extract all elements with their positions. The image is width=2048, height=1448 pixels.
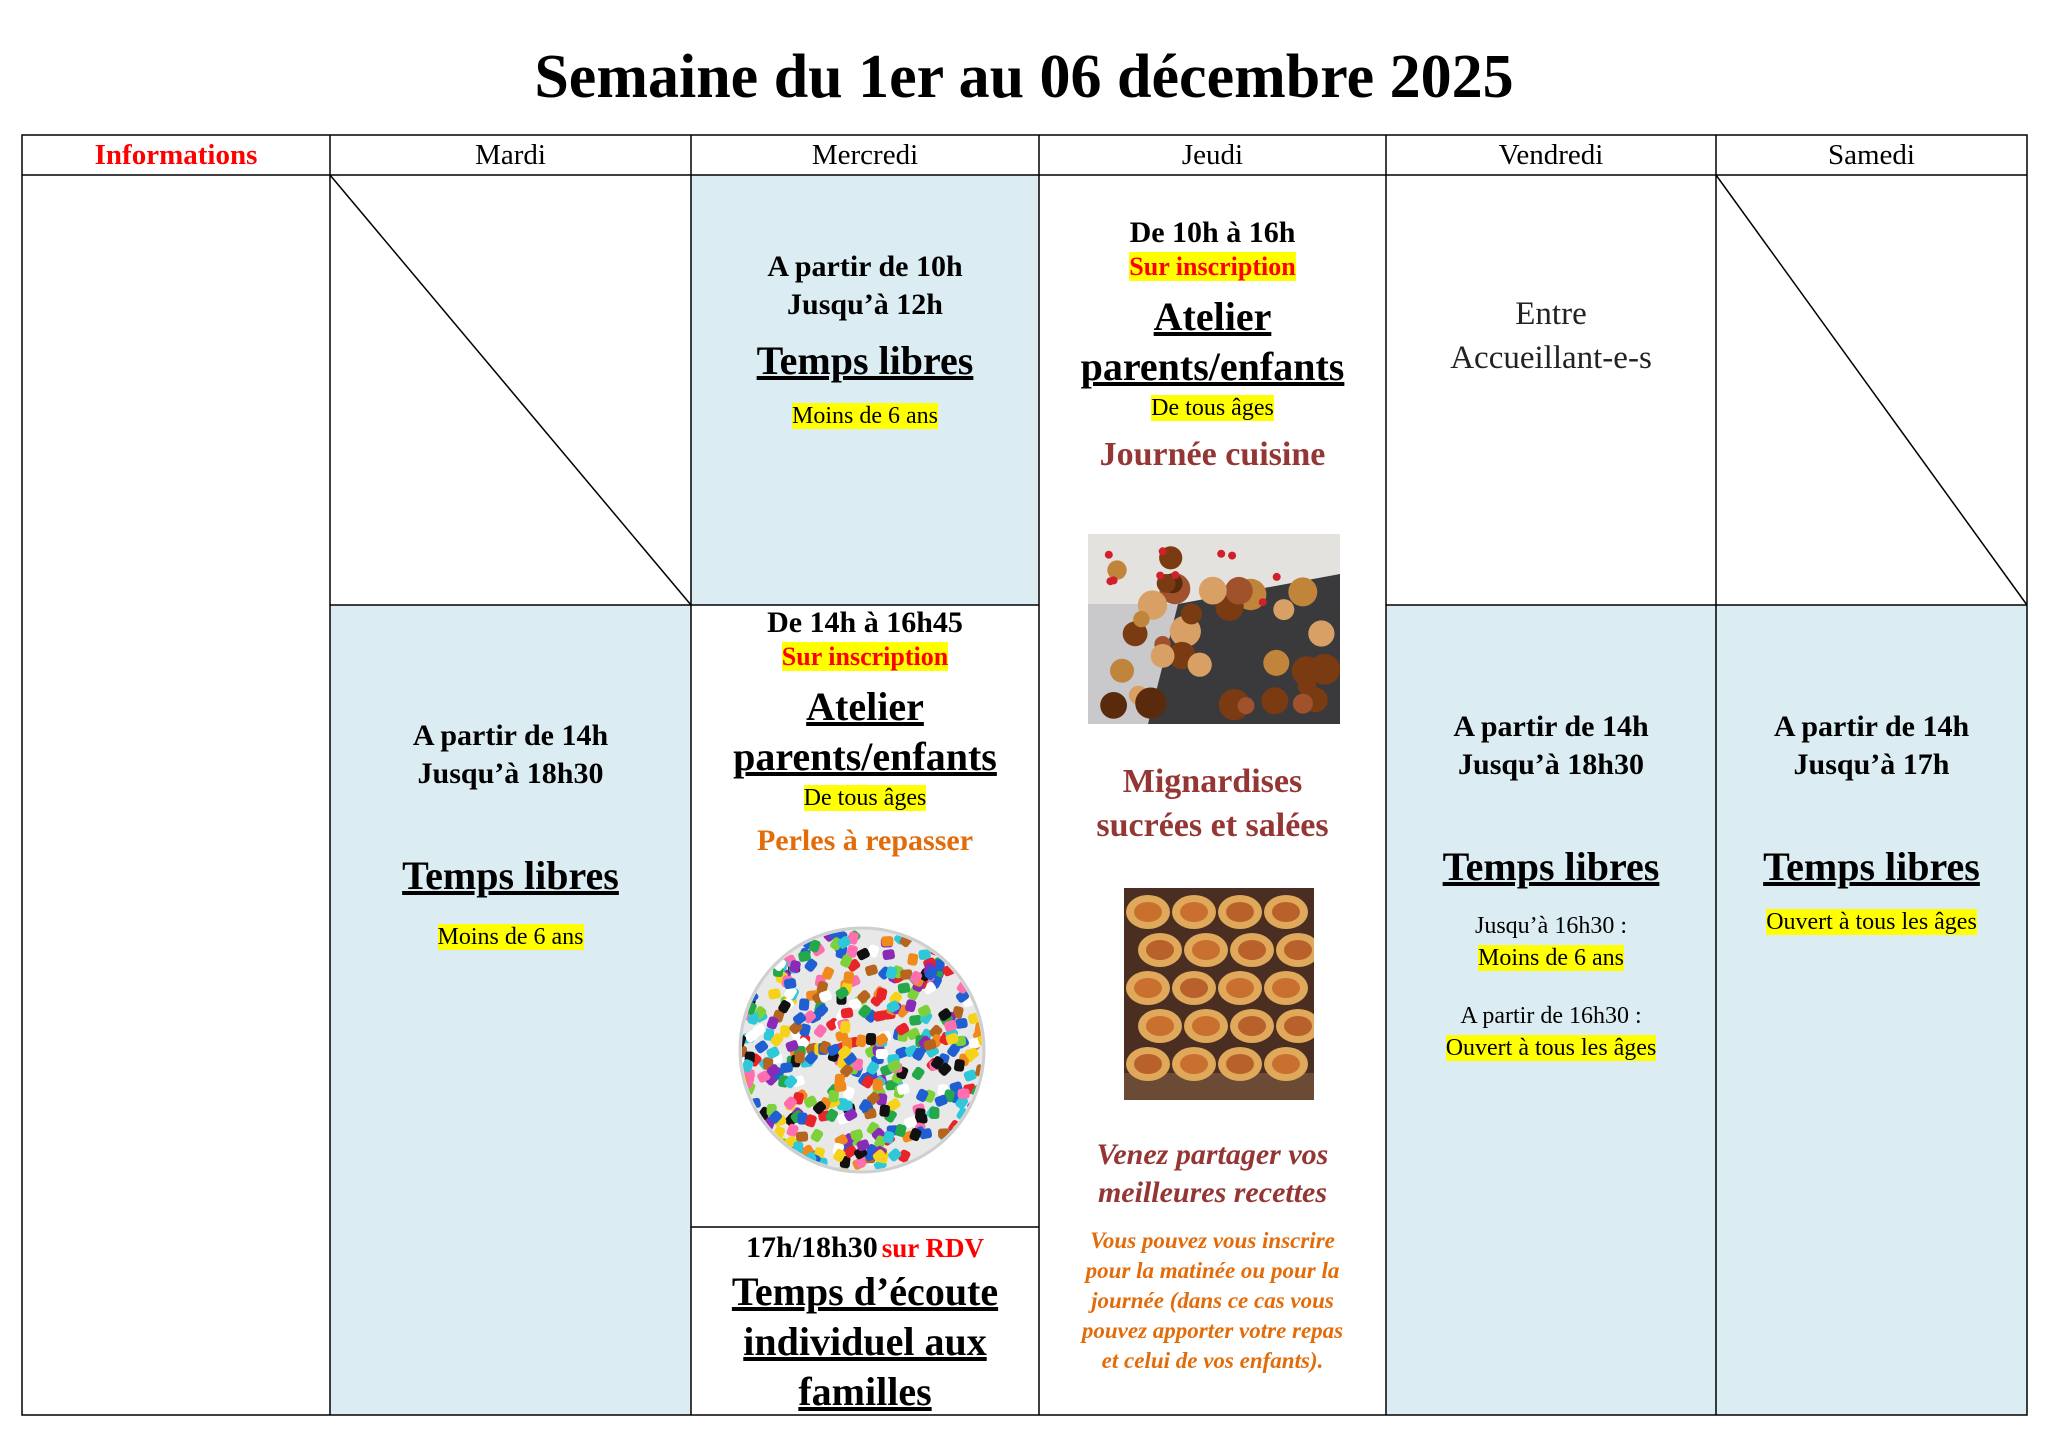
samedi-start-time: A partir de 14h <box>1773 710 1970 743</box>
header-vendredi: Vendredi <box>1498 139 1604 171</box>
mercredi-evening-content <box>691 1229 1039 1417</box>
jeudi-note-line2: pour la matinée ou pour la <box>1085 1258 1340 1283</box>
jeudi-subtheme-line2: sucrées et salées <box>1096 807 1329 844</box>
vendredi-end-time: Jusqu’à 18h30 <box>1458 748 1644 781</box>
mercredi-pm-registration-badge: Sur inscription <box>781 642 949 671</box>
mercredi-pm-theme: Perles à repasser <box>756 824 974 857</box>
vendredi-am-line1: Entre <box>1515 296 1587 332</box>
mercredi-pm-audience-badge: De tous âges <box>803 785 927 811</box>
mercredi-am-audience-badge: Moins de 6 ans <box>792 403 938 429</box>
mercredi-am-content <box>691 248 1039 432</box>
mercredi-pm-content <box>691 604 1039 858</box>
jeudi-note-line1: Vous pouvez vous inscrire <box>1090 1228 1335 1253</box>
jeudi-time: De 10h à 16h <box>1129 216 1296 249</box>
vendredi-note1: Jusqu’à 16h30 : <box>1475 913 1627 939</box>
jeudi-audience-badge: De tous âges <box>1151 395 1274 421</box>
mercredi-pm-time: De 14h à 16h45 <box>767 606 963 639</box>
samedi-end-time: Jusqu’à 17h <box>1793 748 1950 781</box>
header-jeudi: Jeudi <box>1181 139 1244 171</box>
pastries-photo-icon <box>1088 534 1340 724</box>
mercredi-evening-line3: familles <box>798 1369 932 1414</box>
mardi-start-time: A partir de 14h <box>412 719 609 752</box>
samedi-am-empty-diagonal <box>1716 175 2027 605</box>
jeudi-theme: Journée cuisine <box>1099 436 1326 473</box>
jeudi-registration-badge: Sur inscription <box>1129 252 1296 281</box>
tartlets-photo-icon <box>1124 888 1314 1100</box>
samedi-audience-badge: Ouvert à tous les âges <box>1766 909 1977 935</box>
beads-photo-icon <box>737 925 987 1175</box>
vendredi-activity: Temps libres <box>1442 844 1660 889</box>
jeudi-activity-line1: Atelier <box>1153 294 1272 339</box>
page-title: Semaine du 1er au 06 décembre 2025 <box>534 43 1514 111</box>
header-samedi: Samedi <box>1828 139 1915 171</box>
jeudi-note-line3: journée (dans ce cas vous <box>1091 1288 1334 1313</box>
vendredi-am-content <box>1386 292 1716 380</box>
mardi-am-empty-diagonal <box>330 175 691 605</box>
jeudi-mid-content <box>1039 760 1386 848</box>
mercredi-pm-activity-line1: Atelier <box>806 684 924 729</box>
mercredi-pm-activity-line2: parents/enfants <box>733 734 997 779</box>
header-mercredi: Mercredi <box>811 139 919 171</box>
mardi-pm-content <box>330 717 691 953</box>
mardi-audience-badge: Moins de 6 ans <box>437 924 584 950</box>
jeudi-note-line4: pouvez apporter votre repas <box>1081 1318 1344 1343</box>
vendredi-pm-content <box>1386 708 1716 1064</box>
samedi-pm-content <box>1716 708 2027 938</box>
vendredi-audience2-badge: Ouvert à tous les âges <box>1445 1035 1657 1061</box>
vendredi-note2: A partir de 16h30 : <box>1460 1003 1642 1029</box>
samedi-activity: Temps libres <box>1763 844 1980 889</box>
jeudi-subtheme-line1: Mignardises <box>1122 763 1303 800</box>
vendredi-audience1-badge: Moins de 6 ans <box>1478 945 1624 971</box>
mercredi-evening-line2: individuel aux <box>743 1319 987 1364</box>
mercredi-evening-appointment: sur RDV <box>881 1233 984 1263</box>
mardi-activity: Temps libres <box>402 853 619 898</box>
jeudi-note <box>1039 1226 1386 1376</box>
mercredi-am-start-time: A partir de 10h <box>767 250 963 283</box>
mercredi-evening-line1: Temps d’écoute <box>731 1269 999 1314</box>
mardi-end-time: Jusqu’à 18h30 <box>417 757 604 790</box>
mercredi-evening-time: 17h/18h30 <box>746 1231 878 1264</box>
jeudi-top-content <box>1039 214 1386 474</box>
mercredi-am-end-time: Jusqu’à 12h <box>787 288 943 321</box>
jeudi-activity-line2: parents/enfants <box>1080 344 1345 389</box>
mercredi-am-activity: Temps libres <box>756 338 974 383</box>
jeudi-invite-line1: Venez partager vos <box>1096 1138 1329 1171</box>
jeudi-bottom-content <box>1039 1136 1386 1376</box>
jeudi-invite-line2: meilleures recettes <box>1097 1176 1328 1209</box>
vendredi-start-time: A partir de 14h <box>1453 710 1649 743</box>
vendredi-am-line2: Accueillant-e-s <box>1450 340 1652 376</box>
header-informations: Informations <box>94 139 258 171</box>
header-mardi: Mardi <box>475 139 546 171</box>
jeudi-note-line5: et celui de vos enfants). <box>1101 1348 1324 1373</box>
